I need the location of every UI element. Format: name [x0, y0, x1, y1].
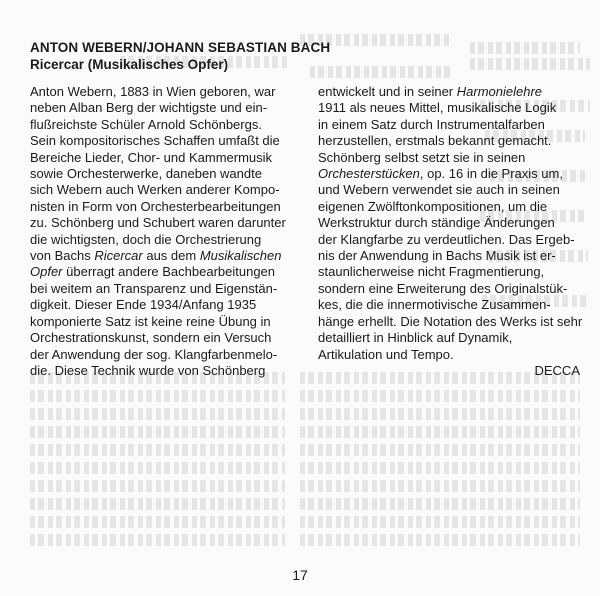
text-line [30, 330, 302, 346]
text-run: sowie Orchesterwerke, daneben wandte [30, 166, 262, 182]
text-line [318, 330, 580, 346]
text-column-left [30, 84, 302, 379]
text-run: zu. Schönberg und Schubert waren darunter [30, 215, 286, 231]
text-line [318, 166, 580, 182]
italic-title-text: Harmonielehre [456, 84, 543, 99]
text-line [318, 117, 580, 133]
text-run: die. Diese Technik wurde von Schönberg [30, 362, 266, 378]
text-run: 1911 als neues Mittel, musikalische Logik [318, 100, 557, 116]
text-line [30, 248, 302, 264]
text-run: sich Webern auch Werken anderer Kompo- [30, 182, 280, 198]
text-line [30, 182, 302, 198]
text-run: Artikulation und Tempo. [318, 346, 454, 362]
text-run: Sein kompositorisches Schaffen umfaßt die [30, 133, 280, 149]
text-run: der Klangfarbe zu verdeutlichen. Das Ergeb- [318, 231, 575, 247]
text-run: der Anwendung der sog. Klangfarbenmelo- [30, 346, 278, 362]
text-run: in einem Satz durch Instrumentalfarben [318, 116, 545, 132]
text-line [30, 117, 302, 133]
text-run: hänge erhellt. Die Notation des Werks ist sehr [318, 313, 583, 329]
text-run: staunlicherweise nicht Fragmentierung, [318, 264, 545, 280]
text-line [318, 232, 580, 248]
text-run: komponierte Satz ist keine reine Übung in [30, 313, 271, 329]
text-line [30, 166, 302, 182]
text-line [318, 313, 583, 330]
text-run: , op. 16 in die Praxis um, [419, 166, 563, 182]
text-line [318, 248, 580, 264]
text-line [30, 314, 302, 330]
text-run: eigenen Zwölftonkompositionen, um die [318, 198, 548, 214]
text-line [318, 84, 580, 100]
text-line [30, 150, 302, 166]
text-run: detailliert in Hinblick auf Dynamik, [318, 330, 513, 346]
work-subtitle: Ricercar (Musikalisches Opfer) [30, 57, 229, 72]
italic-title-text: Orchesterstücken [318, 166, 420, 182]
italic-title-text: Opfer [30, 264, 63, 280]
text-run: von Bachs [30, 248, 95, 264]
text-line [318, 347, 580, 363]
text-run: überragt andere Bachbearbeitungen [62, 264, 276, 280]
text-line [318, 281, 580, 297]
text-line [30, 215, 302, 231]
text-run: Werkstruktur durch ständige Änderungen [318, 215, 555, 231]
text-run: herzustellen, erstmals bekannt gemacht. [318, 133, 552, 149]
text-run: Orchestrationskunst, sondern ein Versuch [30, 330, 272, 346]
text-line [30, 100, 302, 116]
text-line [30, 199, 302, 215]
text-line [318, 264, 580, 280]
text-run: Schönberg selbst setzt sie in seinen [318, 149, 526, 165]
text-line [30, 232, 302, 248]
text-run: die wichtigsten, doch die Orchestrierung [30, 231, 262, 247]
text-line [30, 297, 302, 313]
text-run: Anton Webern, 1883 in Wien geboren, war [30, 84, 276, 99]
text-line [318, 100, 580, 116]
text-run: kes, die die innermotivische Zusammen- [318, 297, 551, 313]
text-column-right [318, 84, 583, 379]
text-run: digkeit. Dieser Ende 1934/Anfang 1935 [30, 297, 257, 313]
label-signature: DECCA [534, 362, 580, 378]
page-number: 17 [292, 567, 308, 583]
text-run: nis der Anwendung in Bachs Musik ist er- [318, 248, 556, 264]
text-run: entwickelt und in seiner [318, 84, 457, 99]
text-run: bei weitem an Transparenz und Eigenstän- [30, 280, 278, 296]
text-line [30, 133, 302, 149]
text-line [318, 199, 580, 215]
text-line [30, 363, 302, 379]
text-line [30, 347, 302, 363]
text-run: flußreichste Schüler Arnold Schönbergs. [30, 116, 262, 132]
text-run: nisten in Form von Orchesterbearbeitungen [30, 198, 281, 214]
text-run: aus dem [142, 248, 200, 264]
text-line [318, 150, 580, 166]
text-line [318, 297, 580, 313]
text-line [318, 215, 580, 231]
section-header [30, 40, 450, 73]
text-line [30, 281, 302, 297]
italic-title-text: Ricercar [94, 248, 143, 264]
text-run: Bereiche Lieder, Chor- und Kammermusik [30, 149, 273, 165]
italic-title-text: Musikalischen [199, 248, 282, 264]
text-line [30, 84, 302, 100]
text-run: sondern eine Erweiterung des Originalstük- [318, 280, 568, 296]
text-run: und Webern verwendet sie auch in seinen [318, 182, 560, 198]
text-line [30, 264, 302, 280]
work-title: ANTON WEBERN/JOHANN SEBASTIAN BACH [30, 40, 331, 55]
text-line [318, 133, 580, 149]
text-line [318, 182, 580, 198]
text-run: neben Alban Berg der wichtigste und ein- [30, 100, 268, 116]
text-column-right-lines [318, 84, 583, 363]
